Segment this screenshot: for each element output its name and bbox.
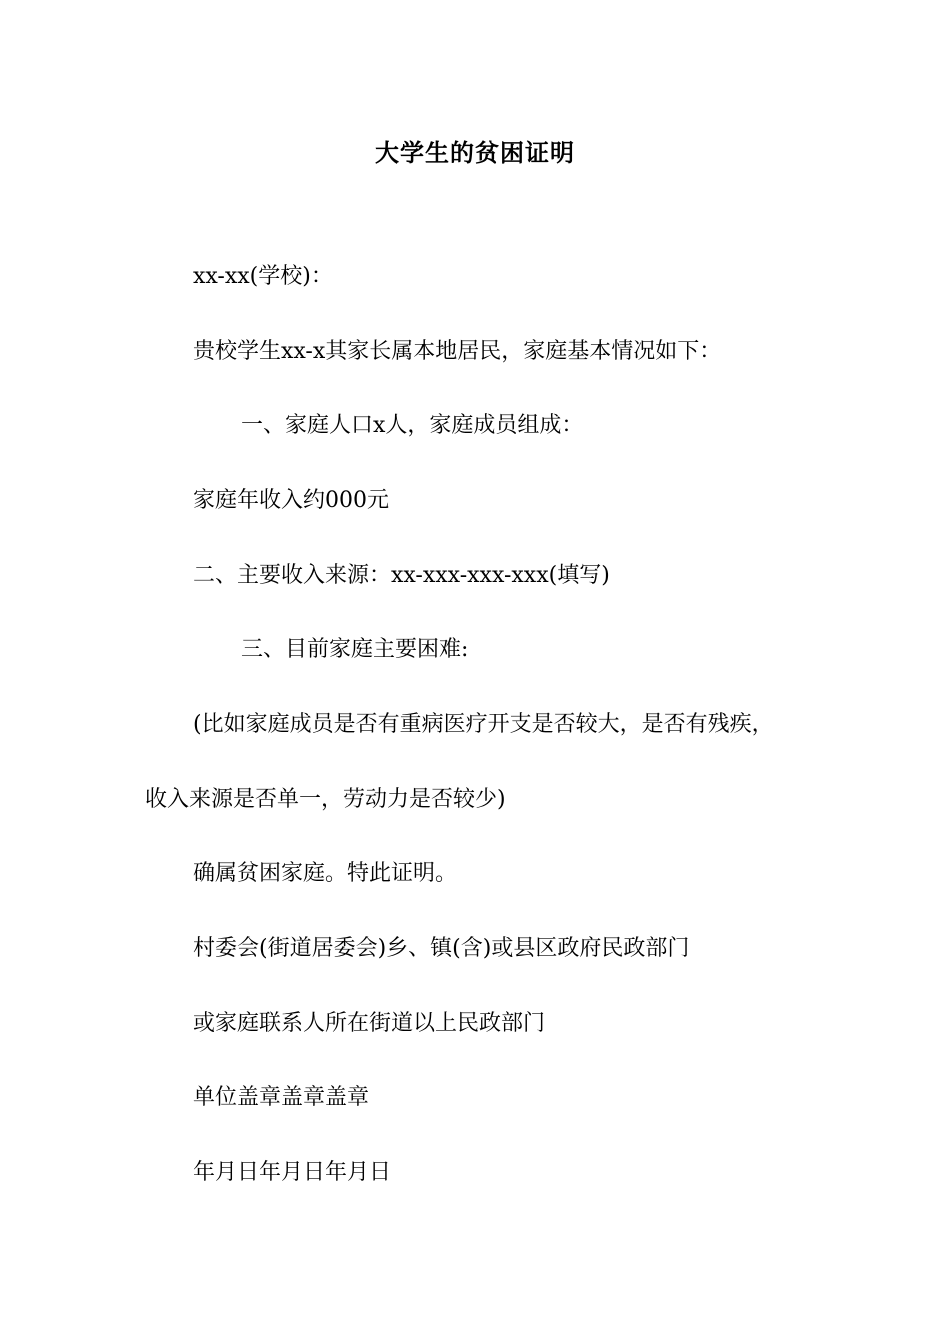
authority-line-2: 或家庭联系人所在街道以上民政部门: [193, 1011, 546, 1036]
item-income-source: 二、主要收入来源：xx-xxx-xxx-xxx(填写): [193, 563, 610, 588]
item-difficulties: 三、目前家庭主要困难:: [241, 637, 469, 662]
date-line: 年月日年月日年月日: [193, 1160, 392, 1185]
seal-line: 单位盖章盖章盖章: [193, 1085, 370, 1110]
hardship-description-line-2: 收入来源是否单一，劳动力是否较少): [145, 787, 506, 812]
hardship-description-line-1: (比如家庭成员是否有重病医疗开支是否较大，是否有残疾，: [193, 712, 774, 737]
document-title: 大学生的贫困证明: [375, 138, 575, 167]
salutation: xx-xx(学校)：: [193, 264, 333, 289]
confirmation-statement: 确属贫困家庭。特此证明。: [193, 861, 458, 886]
annual-income: 家庭年收入约000元: [193, 488, 389, 513]
item-family-size: 一、家庭人口x人，家庭成员组成：: [241, 413, 584, 438]
intro-paragraph: 贵校学生xx-x其家长属本地居民，家庭基本情况如下：: [193, 339, 722, 364]
authority-line-1: 村委会(街道居委会)乡、镇(含)或县区政府民政部门: [193, 936, 690, 961]
